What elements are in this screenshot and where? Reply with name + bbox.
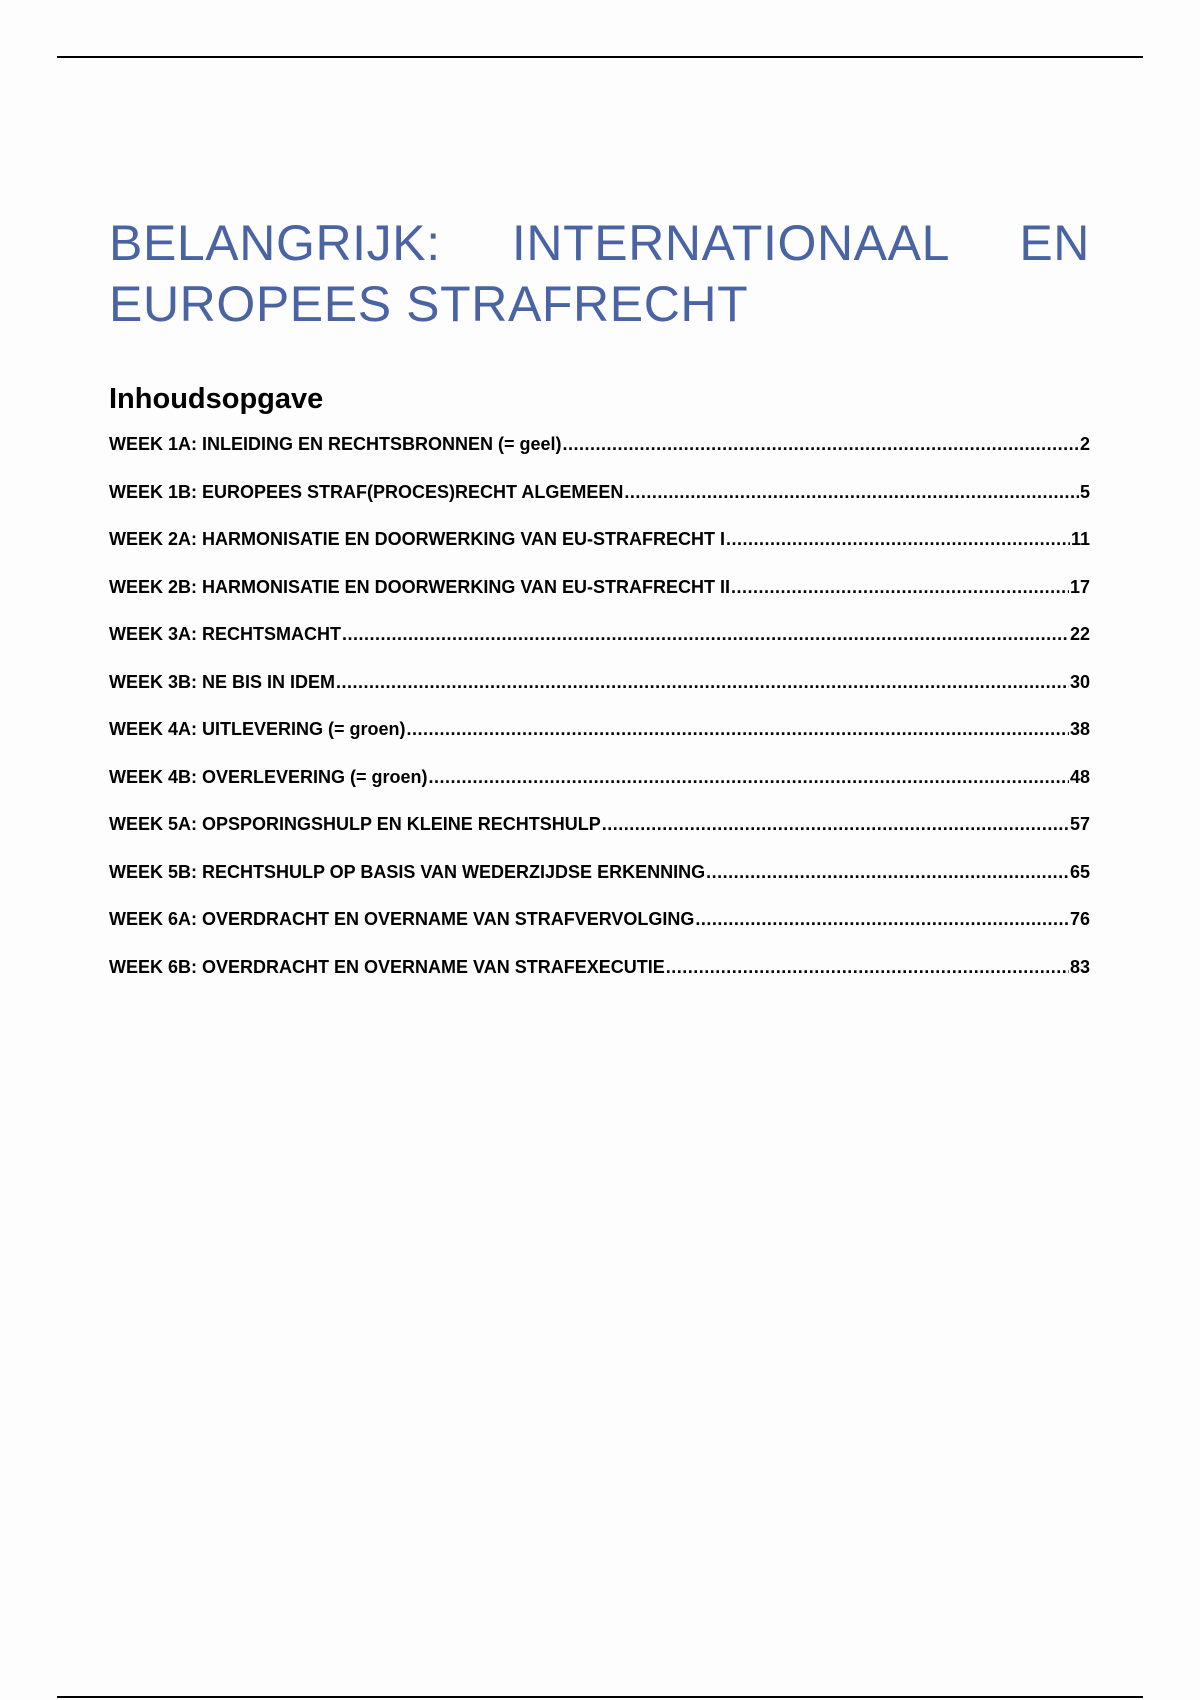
toc-entry-week-6a[interactable]	[109, 908, 1090, 956]
toc-page-number: 38	[1069, 719, 1090, 739]
toc-page-number: 57	[1069, 814, 1090, 834]
toc-entry-week-3a[interactable]	[109, 623, 1090, 671]
toc-page-number: 83	[1069, 956, 1090, 977]
toc-page-number: 48	[1069, 766, 1090, 787]
toc-page-number: 65	[1069, 861, 1090, 882]
toc-dot-leader	[342, 623, 1069, 645]
toc-entry-label: WEEK 4B: OVERLEVERING (= groen)	[109, 766, 428, 787]
toc-dot-leader	[407, 718, 1069, 740]
document-title: BELANGRIJK: INTERNATIONAAL EN EUROPEES STRAFRECHT	[109, 215, 1090, 332]
toc-heading: Inhoudsopgave	[109, 383, 324, 415]
footer-rule	[57, 1696, 1143, 1698]
toc-page-number: 17	[1069, 576, 1090, 597]
toc-dot-leader	[726, 528, 1070, 550]
toc-dot-leader	[624, 481, 1079, 503]
toc-entry-week-3b[interactable]	[109, 671, 1090, 719]
toc-page-number: 30	[1069, 671, 1090, 692]
toc-dot-leader	[429, 766, 1069, 788]
toc-dot-leader	[563, 433, 1079, 455]
toc-dot-leader	[336, 671, 1069, 693]
toc-page-number: 76	[1069, 909, 1090, 929]
toc-dot-leader	[695, 908, 1069, 930]
toc-entry-label: WEEK 6A: OVERDRACHT EN OVERNAME VAN STRAFVERVOLGING	[109, 909, 695, 929]
toc-entry-label: WEEK 2B: HARMONISATIE EN DOORWERKING VAN EU-STRAFRECHT II	[109, 576, 731, 597]
toc-entry-week-6b[interactable]	[109, 956, 1090, 1004]
toc-entry-label: WEEK 1A: INLEIDING EN RECHTSBRONNEN (= geel)	[109, 434, 562, 454]
toc-dot-leader	[706, 861, 1069, 883]
document-body	[109, 213, 1090, 1003]
toc-dot-leader	[731, 576, 1069, 598]
toc-entry-week-2b[interactable]	[109, 576, 1090, 624]
toc-entry-week-4a[interactable]	[109, 718, 1090, 766]
table-of-contents	[109, 433, 1090, 1003]
toc-entry-label: WEEK 1B: EUROPEES STRAF(PROCES)RECHT ALGEMEEN	[109, 481, 624, 502]
toc-page-number: 5	[1079, 481, 1090, 502]
toc-page-number: 11	[1070, 529, 1090, 549]
toc-page-number: 2	[1079, 434, 1090, 454]
toc-entry-week-1b[interactable]	[109, 481, 1090, 529]
toc-dot-leader	[602, 813, 1069, 835]
toc-entry-label: WEEK 6B: OVERDRACHT EN OVERNAME VAN STRAFEXECUTIE	[109, 956, 665, 977]
header-rule	[57, 56, 1143, 58]
toc-page-number: 22	[1069, 624, 1090, 644]
toc-dot-leader	[666, 956, 1069, 978]
toc-entry-week-4b[interactable]	[109, 766, 1090, 814]
toc-entry-week-5b[interactable]	[109, 861, 1090, 909]
toc-entry-label: WEEK 5B: RECHTSHULP OP BASIS VAN WEDERZIJDSE ERKENNING	[109, 861, 706, 882]
toc-entry-label: WEEK 3A: RECHTSMACHT	[109, 624, 341, 644]
toc-entry-week-2a[interactable]	[109, 528, 1090, 576]
toc-entry-label: WEEK 2A: HARMONISATIE EN DOORWERKING VAN EU-STRAFRECHT I	[109, 529, 726, 549]
toc-entry-week-5a[interactable]	[109, 813, 1090, 861]
toc-entry-label: WEEK 5A: OPSPORINGSHULP EN KLEINE RECHTSHULP	[109, 814, 601, 834]
toc-entry-label: WEEK 3B: NE BIS IN IDEM	[109, 671, 336, 692]
toc-entry-week-1a[interactable]	[109, 433, 1090, 481]
toc-entry-label: WEEK 4A: UITLEVERING (= groen)	[109, 719, 406, 739]
